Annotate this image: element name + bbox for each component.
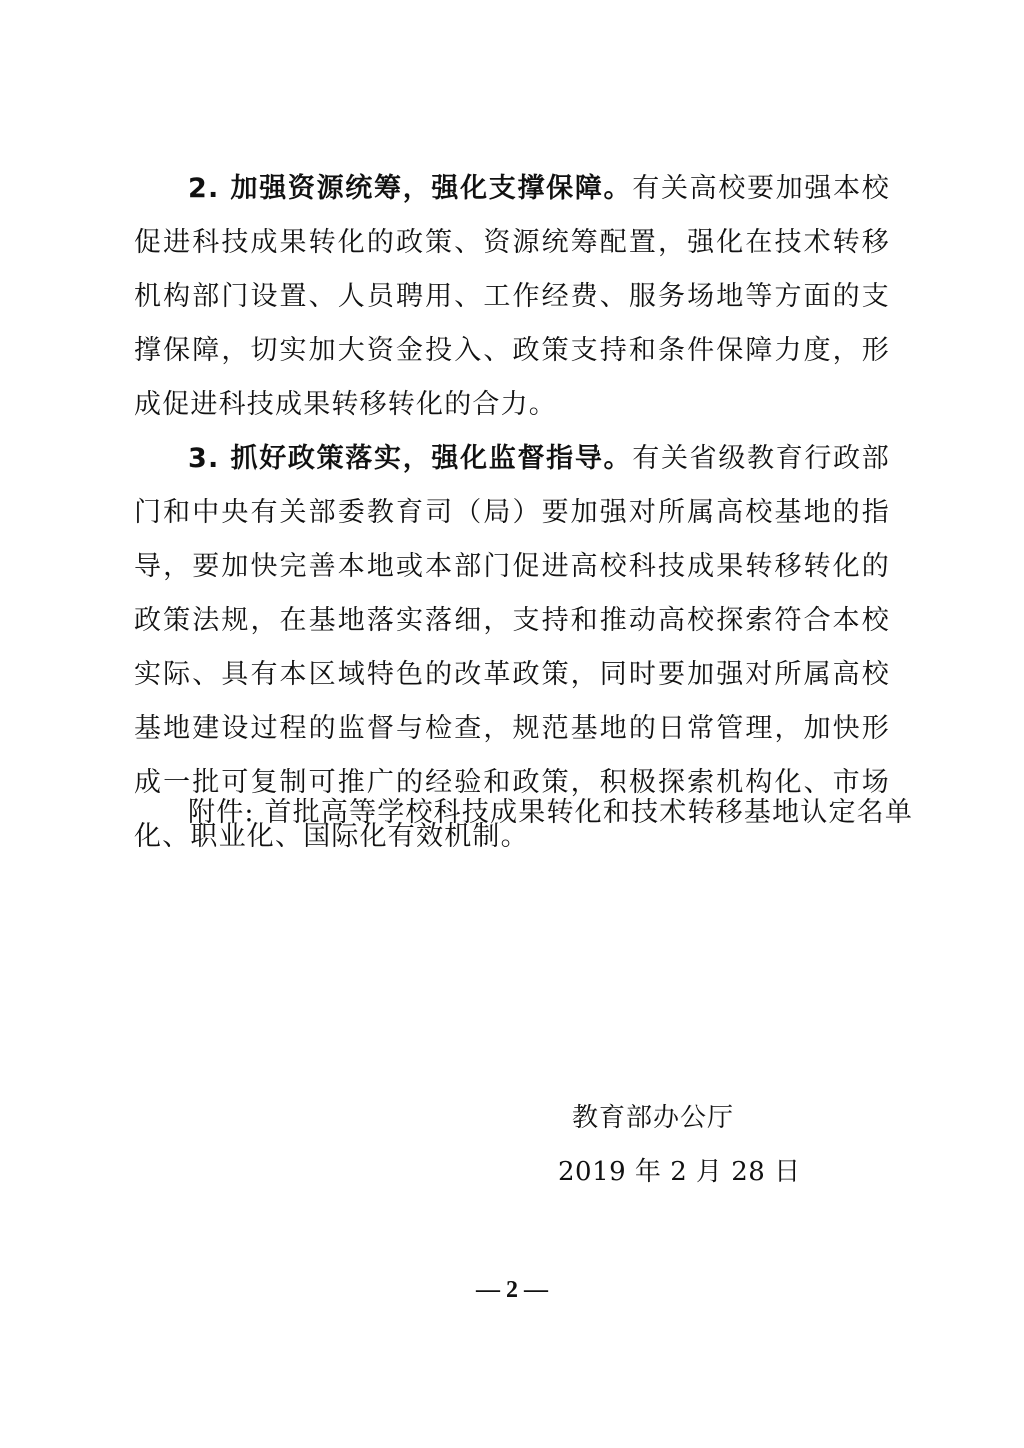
paragraph-3-body: 有关省级教育行政部门和中央有关部委教育司（局）要加强对所属高校基地的指导，要加快完善本地或本部门促进高校科技成果转移转化的政策法规，在基地落实落细，支持和推动高校探索符合本校实际、具有本区域特色的改革政策，同时要加强对所属高校基地建设过程的监督与检查，规范基地的日常管理，加快形成一批可复制可推广的经验和政策，积极探索机构化、市场化、职业化、国际化有效机制。 (134, 443, 890, 852)
paragraph-3-heading: 3. 抓好政策落实，强化监督指导。 (188, 443, 633, 474)
paragraph-2-body: 有关高校要加强本校促进科技成果转化的政策、资源统筹配置，强化在技术转移机构部门设置、人员聘用、工作经费、服务场地等方面的支撑保障，切实加大资金投入、政策支持和条件保障力度，形成促进科技成果转移转化的合力。 (134, 173, 890, 420)
body-text (134, 162, 890, 864)
attachment-note: 附件: 首批高等学校科技成果转化和技术转移基地认定名单 (188, 797, 914, 828)
issuer-signature: 教育部办公厅 (572, 1103, 735, 1133)
issue-date: 2019 年 2 月 28 日 (558, 1157, 801, 1187)
paragraph-2-heading: 2. 加强资源统筹，强化支撑保障。 (188, 173, 633, 204)
page-number: — 2 — (476, 1277, 548, 1303)
paragraph-2 (134, 162, 890, 432)
